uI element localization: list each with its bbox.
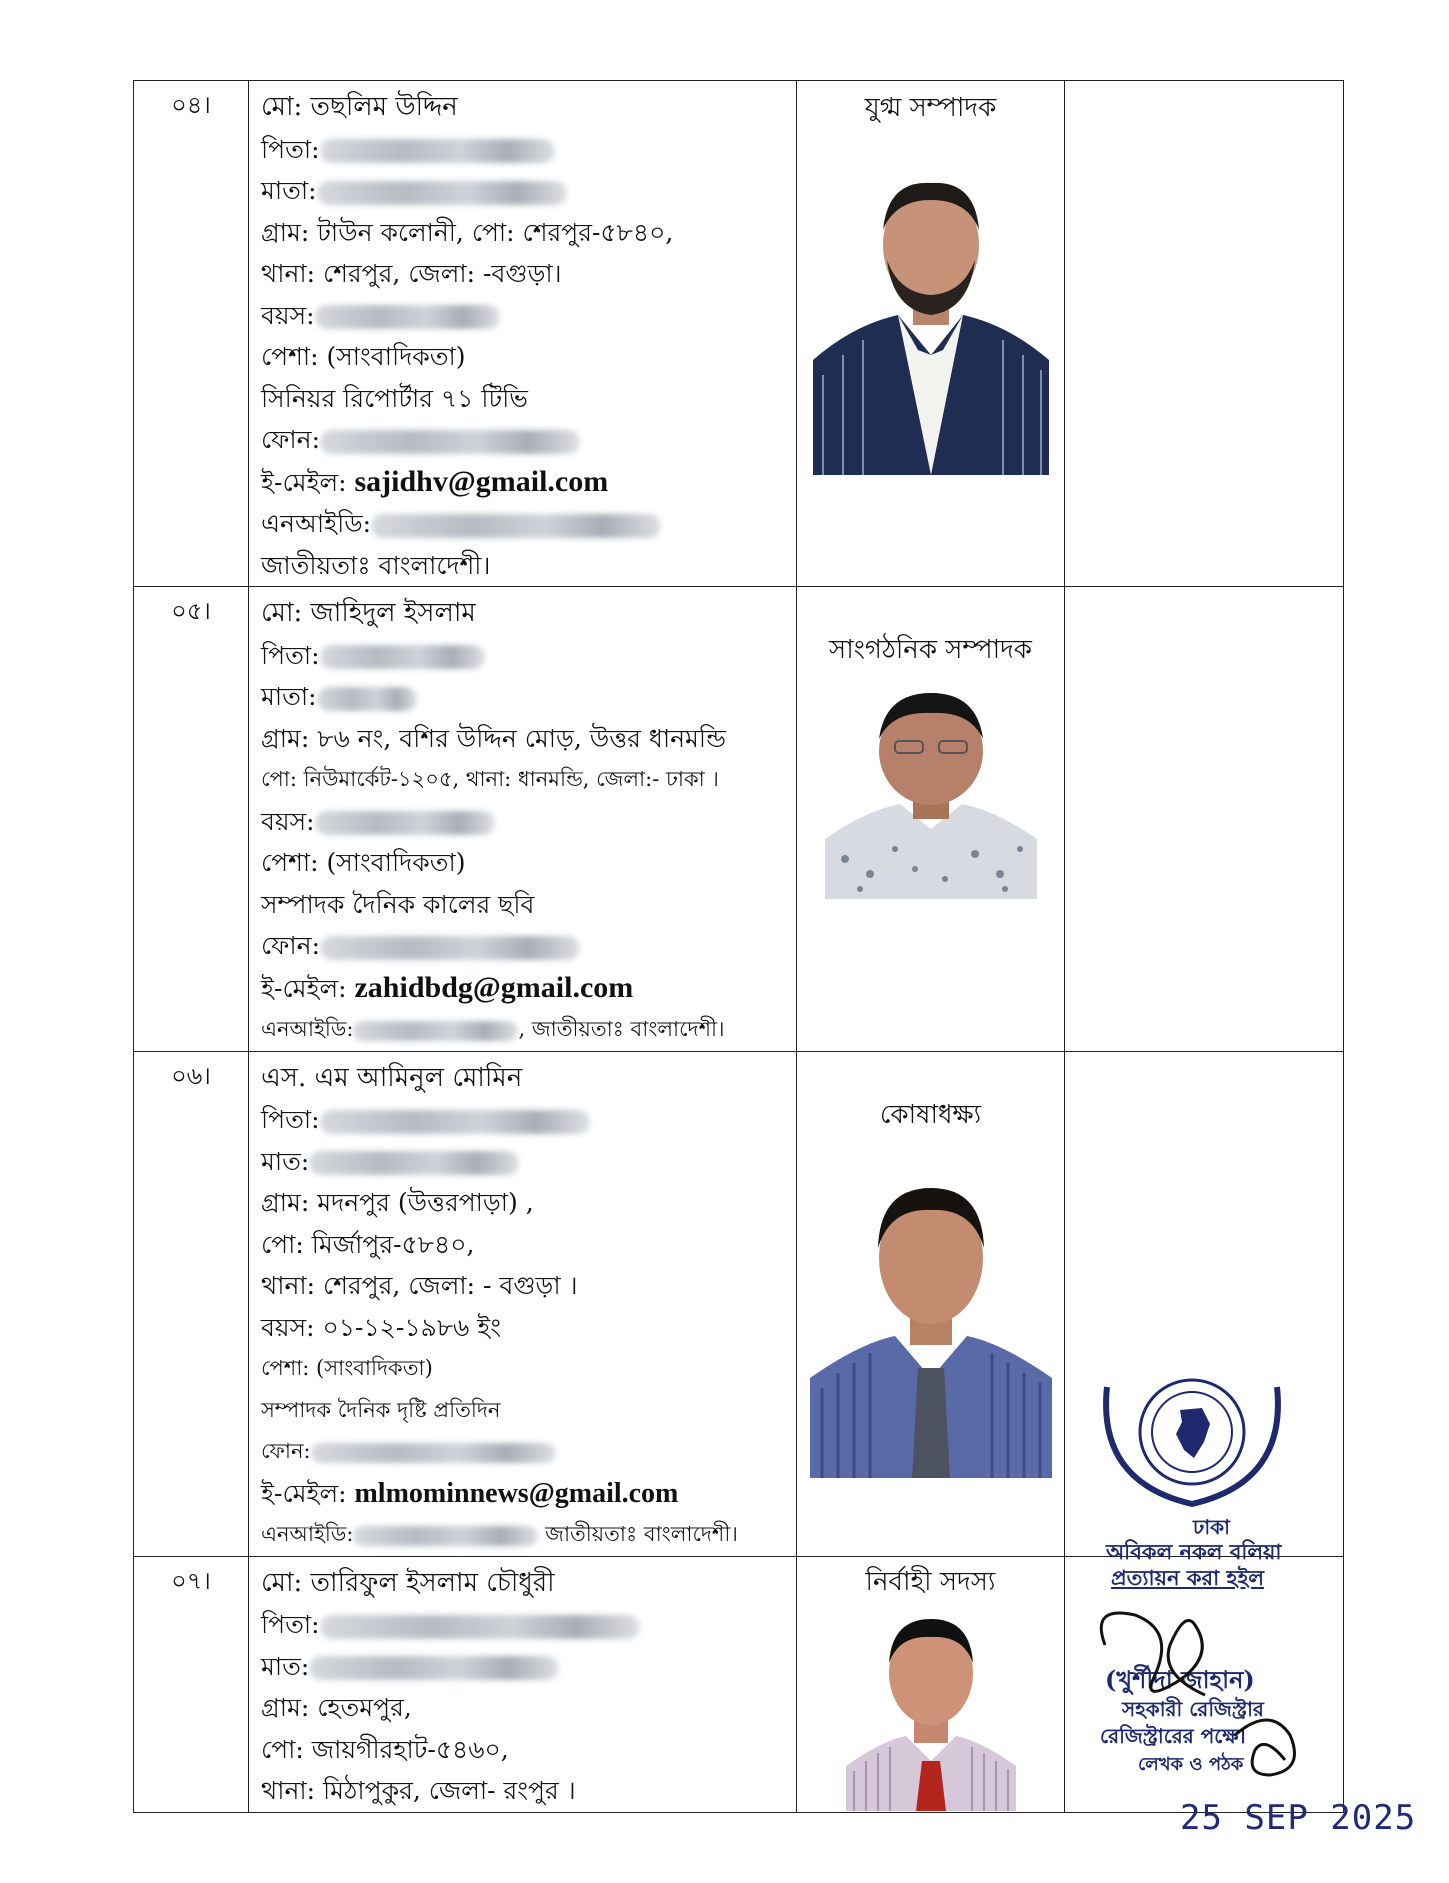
member-details (249, 587, 797, 1052)
member-name: মো: তছলিম উদ্দিন (261, 92, 458, 122)
address-line: থানা: মিঠাপুকুর, জেলা- রংপুর । (261, 1776, 576, 1805)
redacted-field (315, 811, 495, 835)
father-line (261, 1099, 786, 1141)
member-photo (846, 1611, 1016, 1811)
nid-label: এনআইডি: (261, 1522, 354, 1546)
profession-line: পেশা: (সাংবাদিকতা) (261, 1356, 433, 1380)
father-line (261, 635, 786, 677)
designation-line: সিনিয়র রিপোর্টার ৭১ টিভি (261, 383, 528, 413)
email-value: zahidbdg@gmail.com (354, 970, 634, 1004)
serial-number: ০৬। (134, 1051, 249, 1556)
nid-line (261, 503, 786, 545)
redacted-field (320, 645, 485, 669)
signature-icon (1085, 1585, 1315, 1785)
redacted-field (320, 936, 580, 960)
email-line (261, 967, 786, 1010)
post-cell (797, 1556, 1065, 1812)
office-seal-icon (1092, 1372, 1292, 1512)
member-details (249, 1556, 797, 1812)
nid-line (261, 1009, 786, 1051)
email-line (261, 461, 786, 504)
father-label: পিতা: (261, 134, 320, 164)
father-label: পিতা: (261, 640, 320, 670)
age-label: বয়স: (261, 300, 315, 330)
writer-label: লেখক ও পঠক (1138, 1754, 1244, 1775)
father-label: পিতা: (261, 1105, 320, 1134)
remarks-cell (1065, 81, 1344, 587)
redacted-field (315, 305, 500, 329)
redacted-field (320, 139, 555, 163)
age-line (261, 295, 786, 337)
age-line (261, 801, 786, 843)
email-label: ই-মেইল: (261, 973, 347, 1003)
address-line: পো: নিউমার্কেট-১২০৫, থানা: ধানমন্ডি, জেলা:- ঢাকা । (261, 767, 719, 791)
nid-line (261, 1514, 786, 1556)
address-line: থানা: শেরপুর, জেলা: -বগুড়া। (261, 259, 562, 288)
address-line: গ্রাম: মদনপুর (উত্তরপাড়া) , (261, 1188, 534, 1217)
redacted-field (311, 1443, 556, 1463)
mother-line (261, 676, 786, 718)
serial-number: ০৫। (134, 587, 249, 1052)
phone-label: ফোন: (261, 425, 321, 454)
mother-line (261, 1646, 786, 1688)
address-line: পো: মির্জাপুর-৫৮৪০, (261, 1229, 475, 1259)
email-value: mlmominnews@gmail.com (354, 1477, 679, 1509)
address-line: গ্রাম: ৮৬ নং, বশির উদ্দিন মোড়, উত্তর ধানমন্ডি (261, 723, 727, 753)
father-line (261, 1604, 786, 1646)
attest-line: অবিকল নকল বলিয়া (1106, 1539, 1282, 1564)
age-line: বয়স: ০১-১২-১৯৮৬ ইং (261, 1312, 502, 1342)
nid-label: এনআইডি: (261, 1017, 354, 1041)
address-line: থানা: শেরপুর, জেলা: - বগুড়া । (261, 1271, 578, 1300)
designation-line: সম্পাদক দৈনিক কালের ছবি (261, 889, 535, 919)
officer-title: সহকারী রেজিস্ট্রার (1122, 1697, 1264, 1721)
designation-line: সম্পাদক দৈনিক দৃষ্টি প্রতিদিন (261, 1397, 501, 1422)
post-cell (797, 1051, 1065, 1556)
office-name: রেজিস্ট্রারের পক্ষে। (1100, 1724, 1246, 1748)
phone-line (261, 1431, 786, 1473)
post-title: যুগ্ম সম্পাদক (864, 93, 997, 123)
attest-city: ঢাকা (1193, 1515, 1230, 1539)
member-photo (813, 175, 1049, 475)
redacted-field (320, 1615, 640, 1639)
member-name: মো: তারিফুল ইসলাম চৌধুরী (261, 1567, 555, 1598)
redacted-field (353, 1021, 518, 1041)
post-title: কোষাধক্ষ্য (879, 1099, 982, 1130)
nid-label: এনআইডি: (261, 509, 372, 538)
email-label: ই-মেইল: (261, 1478, 347, 1508)
address-line: গ্রাম: টাউন কলোনী, পো: শেরপুর-৫৮৪০, (261, 217, 674, 247)
redacted-field (317, 181, 567, 205)
post-cell (797, 587, 1065, 1052)
date-stamp: 25 SEP 2025 (1180, 1798, 1417, 1838)
mother-label: মাতা: (261, 176, 317, 205)
serial-number: ০৪। (134, 81, 249, 587)
redacted-field (353, 1526, 538, 1546)
attest-line: প্রত্যায়ন করা হইল (1111, 1565, 1265, 1590)
profession-line: পেশা: (সাংবাদিকতা) (261, 848, 466, 877)
redacted-field (320, 1110, 590, 1134)
remarks-cell (1065, 587, 1344, 1052)
redacted-field (371, 514, 661, 538)
nationality-line: জাতীয়তাঃ বাংলাদেশী। (261, 550, 491, 580)
redacted-field (320, 430, 580, 454)
phone-label: ফোন: (261, 1439, 311, 1463)
member-photo (810, 1178, 1052, 1478)
post-title: সাংগঠনিক সম্পাদক (829, 635, 1032, 665)
phone-line (261, 925, 786, 967)
nationality-text: জাতীয়তাঃ বাংলাদেশী। (545, 1522, 738, 1546)
mother-label: মাত: (261, 1146, 310, 1176)
age-label: বয়স: (261, 806, 315, 836)
member-details (249, 81, 797, 587)
father-label: পিতা: (261, 1610, 320, 1639)
member-name: এস. এম আমিনুল মোমিন (261, 1062, 523, 1093)
redacted-field (309, 1151, 519, 1175)
mother-label: মাত: (261, 1651, 310, 1681)
phone-line (261, 419, 786, 461)
address-line: পো: জায়গীরহাট-৫৪৬০, (261, 1734, 509, 1764)
nationality-text: , জাতীয়তাঃ বাংলাদেশী। (518, 1017, 725, 1041)
member-details (249, 1051, 797, 1556)
post-cell (797, 81, 1065, 587)
member-photo (825, 689, 1037, 899)
officer-name: (খুর্শীদা জাহান) (1105, 1665, 1255, 1694)
profession-line: পেশা: (সাংবাদিকতা) (261, 342, 466, 371)
redacted-field (309, 1656, 559, 1680)
father-line (261, 129, 786, 171)
serial-number: ০৭। (134, 1556, 249, 1812)
phone-label: ফোন: (261, 931, 321, 960)
member-name: মো: জাহিদুল ইসলাম (261, 598, 476, 628)
address-line: গ্রাম: হেতমপুর, (261, 1693, 412, 1722)
email-value: sajidhv@gmail.com (354, 464, 609, 498)
mother-line (261, 170, 786, 212)
mother-line (261, 1141, 786, 1183)
table-row (134, 81, 1344, 587)
email-line (261, 1473, 786, 1515)
mother-label: মাতা: (261, 682, 317, 711)
table-row (134, 587, 1344, 1052)
redacted-field (317, 687, 417, 711)
email-label: ই-মেইল: (261, 467, 347, 497)
post-title: নির্বাহী সদস্য (865, 1566, 996, 1597)
